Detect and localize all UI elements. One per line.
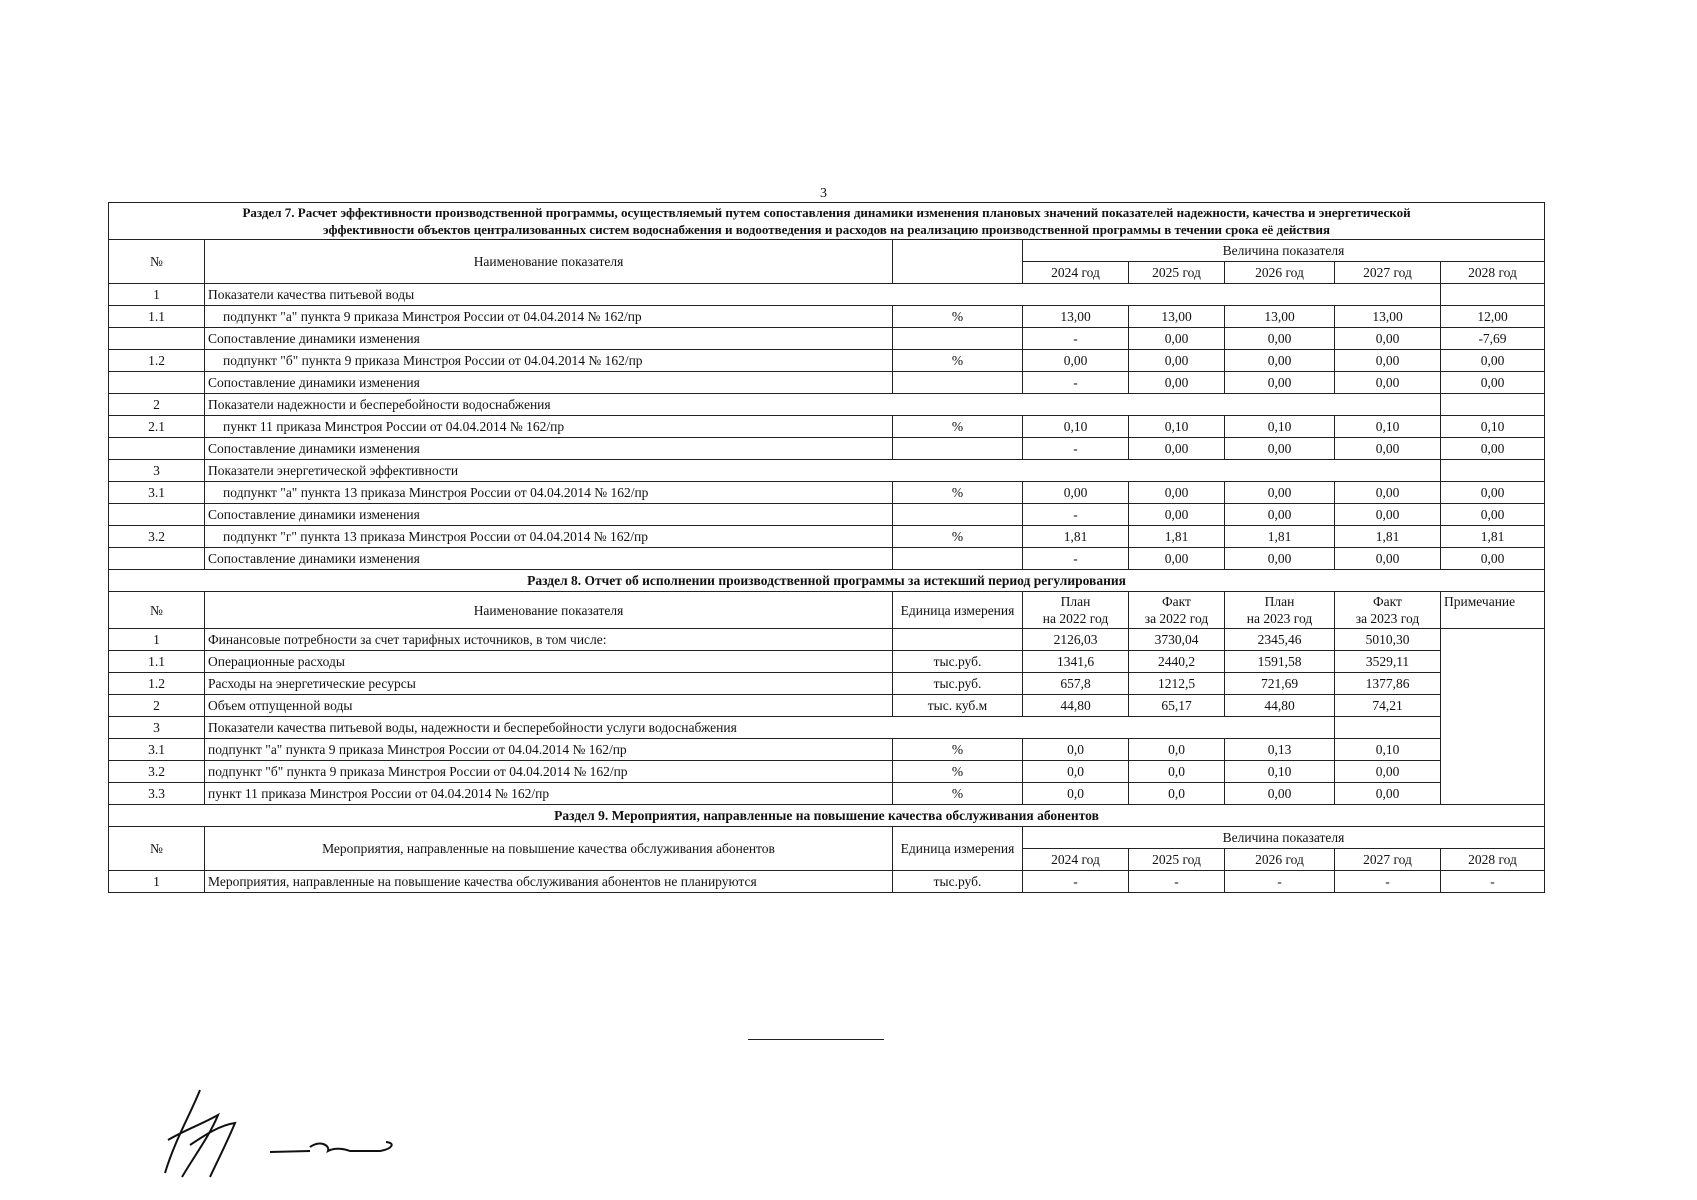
row-number: 1.2 [109, 350, 205, 372]
value-cell: 1,81 [1441, 526, 1545, 548]
section9-title: Раздел 9. Мероприятия, направленные на повышение качества обслуживания абонентов [109, 805, 1545, 827]
row-number: 1.1 [109, 306, 205, 328]
period-header-line1: План [1264, 594, 1295, 609]
value-cell: 65,17 [1129, 695, 1225, 717]
row-number: 3 [109, 717, 205, 739]
period-header-line1: Факт [1373, 594, 1402, 609]
indicator-name: подпункт "б" пункта 9 приказа Минстроя России от 04.04.2014 № 162/пр [205, 761, 893, 783]
value-cell: 3730,04 [1129, 629, 1225, 651]
row-number: 3.3 [109, 783, 205, 805]
period-header-line1: Факт [1162, 594, 1191, 609]
period-header [1023, 592, 1129, 629]
value-cell: 0,00 [1129, 548, 1225, 570]
unit-cell: тыс.руб. [893, 871, 1023, 893]
unit-cell: % [893, 739, 1023, 761]
value-cell: 0,00 [1129, 504, 1225, 526]
value-cell: 2345,46 [1225, 629, 1335, 651]
period-header [1225, 592, 1335, 629]
row-number: 1 [109, 284, 205, 306]
value-cell: 0,10 [1225, 416, 1335, 438]
value-cell: 12,00 [1441, 306, 1545, 328]
section7-title-row [109, 203, 1545, 240]
value-cell: 721,69 [1225, 673, 1335, 695]
value-cell: 1,81 [1335, 526, 1441, 548]
value-cell: - [1023, 328, 1129, 350]
indicator-row [109, 504, 1545, 526]
value-cell: - [1023, 871, 1129, 893]
row-number [109, 504, 205, 526]
value-cell: - [1335, 871, 1441, 893]
indicator-row [109, 328, 1545, 350]
value-cell: 2126,03 [1023, 629, 1129, 651]
section7-title-line1: Раздел 7. Расчет эффективности производственной программы, осуществляемый путем сопоставления динамики изменения плановых значений показателей надежности, качества и энергетической [242, 205, 1411, 220]
value-cell: 1377,86 [1335, 673, 1441, 695]
signature-line [748, 1039, 884, 1040]
indicator-row [109, 526, 1545, 548]
period-header-line2: на 2023 год [1246, 611, 1313, 626]
empty-cell [1441, 460, 1545, 482]
year-header: 2028 год [1441, 262, 1545, 284]
value-cell: 0,00 [1129, 438, 1225, 460]
col-unit-header-empty [893, 240, 1023, 284]
group-row [109, 284, 1545, 306]
section7-header-row [109, 240, 1545, 262]
value-cell: 0,10 [1225, 761, 1335, 783]
value-cell: 13,00 [1225, 306, 1335, 328]
row-number: 1.1 [109, 651, 205, 673]
group-row [109, 460, 1545, 482]
value-cell: 0,10 [1129, 416, 1225, 438]
report-row [109, 673, 1545, 695]
unit-cell [893, 438, 1023, 460]
indicator-name: Объем отпущенной воды [205, 695, 893, 717]
indicator-name: подпункт "а" пункта 13 приказа Минстроя России от 04.04.2014 № 162/пр [205, 482, 893, 504]
indicator-name: Сопоставление динамики изменения [205, 548, 893, 570]
indicator-row [109, 350, 1545, 372]
year-header: 2028 год [1441, 849, 1545, 871]
indicator-row [109, 416, 1545, 438]
col-number-header: № [109, 592, 205, 629]
unit-cell: % [893, 783, 1023, 805]
unit-cell: тыс.руб. [893, 673, 1023, 695]
row-number: 2 [109, 394, 205, 416]
indicator-row [109, 438, 1545, 460]
indicator-row [109, 548, 1545, 570]
value-cell: - [1023, 548, 1129, 570]
indicator-name: Финансовые потребности за счет тарифных источников, в том числе: [205, 629, 893, 651]
value-cell: 0,00 [1225, 438, 1335, 460]
indicator-name: Сопоставление динамики изменения [205, 328, 893, 350]
value-cell: 1,81 [1129, 526, 1225, 548]
value-cell: 2440,2 [1129, 651, 1225, 673]
value-cell: 13,00 [1335, 306, 1441, 328]
handwritten-signature [160, 1085, 420, 1185]
empty-cell [1441, 394, 1545, 416]
value-cell: 0,00 [1441, 548, 1545, 570]
indicator-name: Сопоставление динамики изменения [205, 372, 893, 394]
indicator-name: подпункт "а" пункта 9 приказа Минстроя России от 04.04.2014 № 162/пр [205, 306, 893, 328]
value-cell: 0,00 [1225, 372, 1335, 394]
value-cell: 0,00 [1335, 350, 1441, 372]
section7-title-line2: эффективности объектов централизованных систем водоснабжения и водоотведения и расходов на реализацию производственной программы в течении срока её действия [322, 222, 1331, 237]
row-number: 3 [109, 460, 205, 482]
indicator-name: подпункт "а" пункта 9 приказа Минстроя России от 04.04.2014 № 162/пр [205, 739, 893, 761]
row-number [109, 372, 205, 394]
value-cell: 1,81 [1023, 526, 1129, 548]
value-cell: - [1129, 871, 1225, 893]
row-number: 1 [109, 629, 205, 651]
value-cell: - [1023, 504, 1129, 526]
year-header: 2027 год [1335, 849, 1441, 871]
unit-cell: тыс. куб.м [893, 695, 1023, 717]
indicator-name: Расходы на энергетические ресурсы [205, 673, 893, 695]
value-cell: 0,0 [1023, 739, 1129, 761]
value-cell: 0,00 [1441, 482, 1545, 504]
value-cell: 0,00 [1129, 372, 1225, 394]
year-header: 2026 год [1225, 849, 1335, 871]
indicator-row [109, 482, 1545, 504]
col-name-header: Наименование показателя [205, 592, 893, 629]
row-number [109, 548, 205, 570]
value-cell: 0,00 [1335, 504, 1441, 526]
unit-cell [893, 548, 1023, 570]
group-name: Показатели качества питьевой воды, надежности и бесперебойности услуги водоснабжения [205, 717, 1335, 739]
value-cell: 1591,58 [1225, 651, 1335, 673]
value-cell: 0,00 [1225, 504, 1335, 526]
period-header [1335, 592, 1441, 629]
value-cell: 1212,5 [1129, 673, 1225, 695]
value-cell: - [1225, 871, 1335, 893]
measure-name: Мероприятия, направленные на повышение качества обслуживания абонентов не планируются [205, 871, 893, 893]
value-cell: 0,00 [1335, 761, 1441, 783]
year-header: 2024 год [1023, 849, 1129, 871]
group-row [109, 394, 1545, 416]
col-note-header: Примечание [1441, 592, 1545, 629]
group-name: Показатели надежности и бесперебойности водоснабжения [205, 394, 1441, 416]
value-cell: 0,00 [1335, 783, 1441, 805]
row-number: 1.2 [109, 673, 205, 695]
value-cell: -7,69 [1441, 328, 1545, 350]
unit-cell [893, 504, 1023, 526]
empty-cell [1335, 717, 1441, 739]
col-unit-header: Единица измерения [893, 827, 1023, 871]
value-cell: 0,00 [1225, 783, 1335, 805]
note-cell [1441, 629, 1545, 805]
report-row [109, 761, 1545, 783]
col-number-header: № [109, 827, 205, 871]
indicator-name: пункт 11 приказа Минстроя России от 04.04.2014 № 162/пр [205, 416, 893, 438]
value-cell: 0,00 [1335, 438, 1441, 460]
value-cell: 13,00 [1023, 306, 1129, 328]
empty-cell [1441, 284, 1545, 306]
col-name-header: Наименование показателя [205, 240, 893, 284]
period-header-line2: на 2022 год [1042, 611, 1109, 626]
page-number: 3 [820, 186, 827, 201]
value-cell: 3529,11 [1335, 651, 1441, 673]
row-number: 3.1 [109, 739, 205, 761]
value-cell: 44,80 [1023, 695, 1129, 717]
unit-cell [893, 328, 1023, 350]
unit-cell: % [893, 526, 1023, 548]
value-cell: 0,10 [1335, 416, 1441, 438]
group-name: Показатели энергетической эффективности [205, 460, 1441, 482]
col-value-header: Величина показателя [1023, 827, 1545, 849]
unit-cell: % [893, 761, 1023, 783]
value-cell: 0,13 [1225, 739, 1335, 761]
value-cell: 0,00 [1129, 482, 1225, 504]
value-cell: 0,10 [1335, 739, 1441, 761]
period-header-line2: за 2023 год [1355, 611, 1420, 626]
measure-row [109, 871, 1545, 893]
value-cell: 0,00 [1441, 372, 1545, 394]
section9-header-row [109, 827, 1545, 849]
row-number: 3.2 [109, 761, 205, 783]
unit-cell: % [893, 482, 1023, 504]
group-row [109, 717, 1545, 739]
value-cell: 0,0 [1023, 783, 1129, 805]
report-row [109, 695, 1545, 717]
unit-cell [893, 629, 1023, 651]
indicator-name: пункт 11 приказа Минстроя России от 04.04.2014 № 162/пр [205, 783, 893, 805]
section7-title [109, 203, 1545, 240]
row-number: 2.1 [109, 416, 205, 438]
report-row [109, 629, 1545, 651]
year-header: 2025 год [1129, 262, 1225, 284]
unit-cell: % [893, 416, 1023, 438]
value-cell: 0,00 [1225, 548, 1335, 570]
report-row [109, 783, 1545, 805]
value-cell: 0,00 [1441, 438, 1545, 460]
unit-cell: % [893, 350, 1023, 372]
row-number: 2 [109, 695, 205, 717]
year-header: 2025 год [1129, 849, 1225, 871]
col-unit-header: Единица измерения [893, 592, 1023, 629]
indicator-row [109, 372, 1545, 394]
unit-cell: % [893, 306, 1023, 328]
section8-header-row [109, 592, 1545, 629]
value-cell: 0,00 [1225, 482, 1335, 504]
value-cell: 13,00 [1129, 306, 1225, 328]
report-row [109, 739, 1545, 761]
value-cell: 0,00 [1129, 328, 1225, 350]
indicator-name: подпункт "г" пункта 13 приказа Минстроя России от 04.04.2014 № 162/пр [205, 526, 893, 548]
value-cell: 657,8 [1023, 673, 1129, 695]
value-cell: 1341,6 [1023, 651, 1129, 673]
col-number-header: № [109, 240, 205, 284]
row-number: 3.1 [109, 482, 205, 504]
period-header-line1: План [1060, 594, 1091, 609]
value-cell: 0,00 [1023, 482, 1129, 504]
value-cell: 0,00 [1225, 328, 1335, 350]
row-number [109, 438, 205, 460]
period-header [1129, 592, 1225, 629]
value-cell: 0,00 [1129, 350, 1225, 372]
value-cell: 0,0 [1129, 739, 1225, 761]
value-cell: 0,00 [1023, 350, 1129, 372]
value-cell: 44,80 [1225, 695, 1335, 717]
indicator-name: Сопоставление динамики изменения [205, 438, 893, 460]
value-cell: 0,00 [1441, 504, 1545, 526]
indicator-name: Операционные расходы [205, 651, 893, 673]
section8-title-row [109, 570, 1545, 592]
report-row [109, 651, 1545, 673]
value-cell: 0,0 [1129, 761, 1225, 783]
value-cell: 0,10 [1441, 416, 1545, 438]
value-cell: 0,00 [1335, 548, 1441, 570]
main-table [108, 202, 1545, 893]
value-cell: - [1023, 438, 1129, 460]
row-number: 3.2 [109, 526, 205, 548]
year-header: 2026 год [1225, 262, 1335, 284]
value-cell: 0,0 [1023, 761, 1129, 783]
value-cell: 0,00 [1225, 350, 1335, 372]
section9-title-row [109, 805, 1545, 827]
col-name-header: Мероприятия, направленные на повышение качества обслуживания абонентов [205, 827, 893, 871]
value-cell: 0,00 [1335, 482, 1441, 504]
year-header: 2027 год [1335, 262, 1441, 284]
value-cell: 0,00 [1335, 328, 1441, 350]
value-cell: 5010,30 [1335, 629, 1441, 651]
year-header: 2024 год [1023, 262, 1129, 284]
value-cell: - [1023, 372, 1129, 394]
value-cell: 0,10 [1023, 416, 1129, 438]
value-cell: 1,81 [1225, 526, 1335, 548]
unit-cell [893, 372, 1023, 394]
group-name: Показатели качества питьевой воды [205, 284, 1441, 306]
row-number [109, 328, 205, 350]
col-value-header: Величина показателя [1023, 240, 1545, 262]
row-number: 1 [109, 871, 205, 893]
value-cell: 0,00 [1441, 350, 1545, 372]
value-cell: - [1441, 871, 1545, 893]
value-cell: 0,0 [1129, 783, 1225, 805]
section8-title: Раздел 8. Отчет об исполнении производственной программы за истекший период регулирования [109, 570, 1545, 592]
unit-cell: тыс.руб. [893, 651, 1023, 673]
value-cell: 74,21 [1335, 695, 1441, 717]
value-cell: 0,00 [1335, 372, 1441, 394]
indicator-name: Сопоставление динамики изменения [205, 504, 893, 526]
indicator-name: подпункт "б" пункта 9 приказа Минстроя России от 04.04.2014 № 162/пр [205, 350, 893, 372]
indicator-row [109, 306, 1545, 328]
period-header-line2: за 2022 год [1144, 611, 1209, 626]
